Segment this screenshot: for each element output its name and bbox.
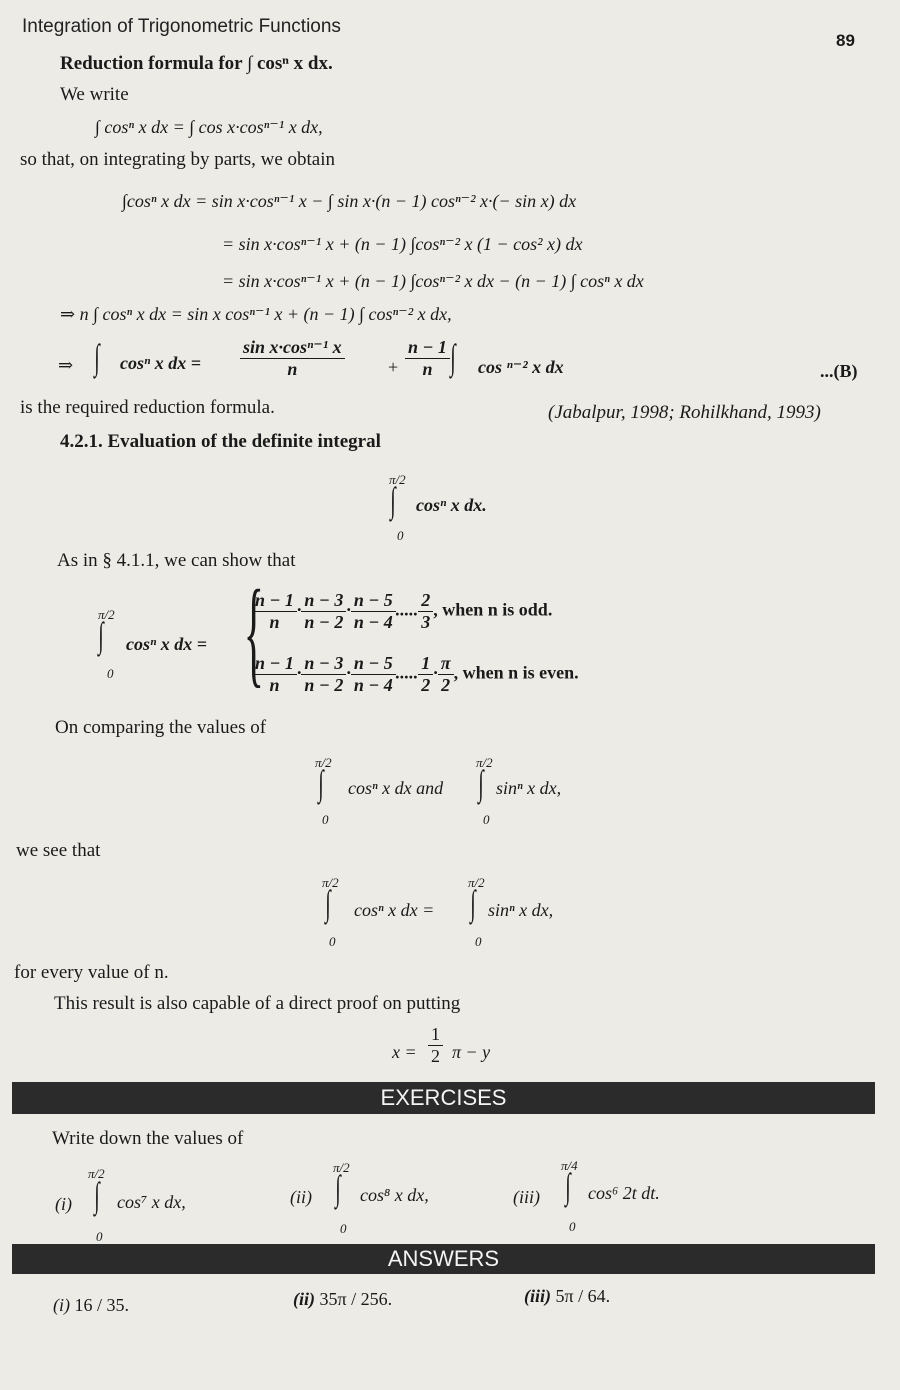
fraction-denominator: 3 (421, 612, 431, 632)
fraction-numerator: n − 5 (351, 590, 396, 612)
we-write-text: We write (60, 84, 129, 105)
equation-6-lhs: cosⁿ x dx = (120, 353, 202, 373)
answer-value: 16 / 35. (74, 1295, 130, 1315)
fraction-numerator: 2 (418, 590, 433, 612)
ellipsis: ..... (395, 599, 419, 620)
integral-upper-limit: π/2 (333, 1160, 350, 1175)
odd-case-row: $\frac{n - 1}{n}$ · $\frac{n - 3}{n - 2}$ · $\frac{n - 5}{n - 4}$ ..... $\frac{2}{3}$ , when n is odd. (252, 590, 552, 633)
integral-upper-limit: π/2 (476, 755, 493, 770)
integral-sign-icon: ∫ (470, 883, 476, 923)
left-brace-icon: { (243, 565, 264, 698)
fraction-numerator: π (438, 653, 454, 675)
odd-case-text: , when n is odd. (433, 599, 553, 620)
implies-arrow: ⇒ (58, 355, 74, 375)
compare-cos-integral: cosⁿ x dx and (348, 778, 444, 798)
exercise-label: (iii) (513, 1187, 540, 1207)
integral-upper-limit: π/2 (88, 1166, 105, 1181)
integral-upper-limit: π/2 (468, 875, 485, 890)
every-value-text: for every value of n. (14, 962, 169, 983)
equation-6-fraction-2 (405, 337, 450, 380)
exercise-integrand: cos⁷ x dx, (117, 1192, 186, 1212)
integral-sign-icon: ∫ (94, 337, 100, 377)
integral-lower-limit: 0 (569, 1219, 576, 1234)
fraction-denominator: n (269, 612, 280, 632)
integral-sign-icon: ∫ (565, 1166, 571, 1206)
fraction-numerator: n − 3 (301, 653, 346, 675)
fraction-denominator: n (269, 675, 280, 695)
fraction-numerator: 1 (418, 653, 433, 675)
integral-lower-limit: 0 (483, 812, 490, 827)
we-see-text: we see that (16, 840, 101, 861)
equation-5: ⇒ n ∫ cosⁿ x dx = sin x cosⁿ⁻¹ x + (n − 1) ∫ cosⁿ⁻² x dx, (60, 304, 452, 324)
equation-3: = sin x·cosⁿ⁻¹ x + (n − 1) ∫cosⁿ⁻² x (1 − cos² x) dx (222, 234, 583, 254)
plus-sign: + (388, 357, 399, 377)
equation-6-fraction-1 (240, 337, 345, 380)
substitution-fraction (428, 1024, 443, 1067)
integral-upper-limit: π/2 (322, 875, 339, 890)
so-that-text: so that, on integrating by parts, we obtain (20, 149, 336, 170)
equal-cos-integral: cosⁿ x dx = (354, 900, 435, 920)
fraction-denominator: n − 4 (353, 612, 393, 632)
integral-lower-limit: 0 (475, 934, 482, 949)
integral-sign-icon: ∫ (450, 337, 456, 377)
fraction-denominator: n (422, 359, 433, 379)
comparing-text: On comparing the values of (55, 717, 267, 738)
section-heading: 4.2.1. Evaluation of the definite integral (60, 431, 381, 452)
exercise-integrand: cos⁸ x dx, (360, 1185, 429, 1205)
answer-label: (i) (53, 1295, 70, 1315)
equation-2: ∫cosⁿ x dx = sin x·cosⁿ⁻¹ x − ∫ sin x·(n − 1) cosⁿ⁻² x·(− sin x) dx (122, 191, 577, 211)
equation-6-rest: cos ⁿ⁻² x dx (478, 357, 564, 377)
integral-sign-icon: ∫ (318, 763, 324, 803)
integral-upper-limit: π/2 (98, 607, 115, 622)
fraction-denominator: 2 (441, 675, 451, 695)
integral-sign-icon: ∫ (94, 1175, 100, 1215)
required-text: is the required reduction formula. (20, 397, 275, 418)
definite-integral-body: cosⁿ x dx. (416, 495, 487, 515)
fraction-numerator: sin x·cosⁿ⁻¹ x (240, 337, 345, 359)
integral-upper-limit: π/2 (315, 755, 332, 770)
integral-lower-limit: 0 (96, 1229, 103, 1244)
running-header: Integration of Trigonometric Functions (22, 16, 341, 37)
exercise-label: (ii) (290, 1187, 312, 1207)
exercise-integrand: cos⁶ 2t dt. (588, 1183, 660, 1203)
answer-label: (iii) (524, 1286, 551, 1306)
integral-lower-limit: 0 (322, 812, 329, 827)
integral-upper-limit: π/2 (389, 472, 406, 487)
reference-text: (Jabalpur, 1998; Rohilkhand, 1993) (548, 402, 821, 423)
fraction-denominator: n − 2 (304, 612, 344, 632)
fraction-numerator: n − 5 (351, 653, 396, 675)
integral-sign-icon: ∫ (478, 763, 484, 803)
exercises-bar: EXERCISES (12, 1082, 875, 1114)
fraction-numerator: n − 1 (252, 590, 297, 612)
fraction-numerator: 1 (428, 1024, 443, 1046)
integral-lower-limit: 0 (340, 1221, 347, 1236)
as-in-text: As in § 4.1.1, we can show that (57, 550, 296, 571)
fraction-numerator: n − 1 (405, 337, 450, 359)
fraction-denominator: 2 (421, 675, 431, 695)
answer-item (53, 1295, 129, 1316)
fraction-numerator: n − 3 (301, 590, 346, 612)
integral-lower-limit: 0 (329, 934, 336, 949)
integral-upper-limit: π/4 (561, 1158, 578, 1173)
direct-proof-text: This result is also capable of a direct proof on putting (54, 993, 461, 1014)
reduction-heading: Reduction formula for ∫ cosⁿ x dx. (60, 53, 333, 74)
answer-value: 35π / 256. (319, 1289, 393, 1309)
answers-bar: ANSWERS (12, 1244, 875, 1274)
ellipsis: ..... (395, 662, 419, 683)
integral-sign-icon: ∫ (98, 615, 104, 655)
integral-lower-limit: 0 (107, 666, 114, 681)
integral-sign-icon: ∫ (325, 883, 331, 923)
fraction-numerator: n − 1 (252, 653, 297, 675)
answer-item (293, 1289, 392, 1310)
equation-4: = sin x·cosⁿ⁻¹ x + (n − 1) ∫cosⁿ⁻² x dx − (n − 1) ∫ cosⁿ x dx (222, 271, 644, 291)
even-case-text: , when n is even. (453, 662, 579, 683)
compare-sin-integral: sinⁿ x dx, (496, 778, 562, 798)
substitution-lhs: x = (392, 1042, 417, 1062)
case-lhs: cosⁿ x dx = (126, 634, 208, 654)
exercise-label: (i) (55, 1194, 72, 1214)
fraction-denominator: n − 4 (353, 675, 393, 695)
fraction-denominator: n − 2 (304, 675, 344, 695)
answer-label: (ii) (293, 1289, 315, 1309)
fraction-denominator: 2 (431, 1046, 440, 1066)
equation-1: ∫ cosⁿ x dx = ∫ cos x·cosⁿ⁻¹ x dx, (95, 117, 323, 137)
answer-item (524, 1286, 610, 1307)
integral-sign-icon: ∫ (390, 480, 396, 520)
fraction-denominator: n (287, 359, 298, 379)
integral-lower-limit: 0 (397, 528, 404, 543)
integral-sign-icon: ∫ (335, 1168, 341, 1208)
equation-tag: ...(B) (820, 361, 858, 381)
page-number: 89 (836, 31, 855, 50)
even-case-row: $\frac{n - 1}{n}$ · $\frac{n - 3}{n - 2}$ · $\frac{n - 5}{n - 4}$ ..... $\frac{1}{2}$ · $\frac{\pi}{2}$ , when n is even. (252, 653, 579, 696)
equal-sin-integral: sinⁿ x dx, (488, 900, 554, 920)
exercises-prompt: Write down the values of (52, 1128, 244, 1149)
answer-value: 5π / 64. (555, 1286, 611, 1306)
substitution-rhs: π − y (452, 1042, 491, 1062)
